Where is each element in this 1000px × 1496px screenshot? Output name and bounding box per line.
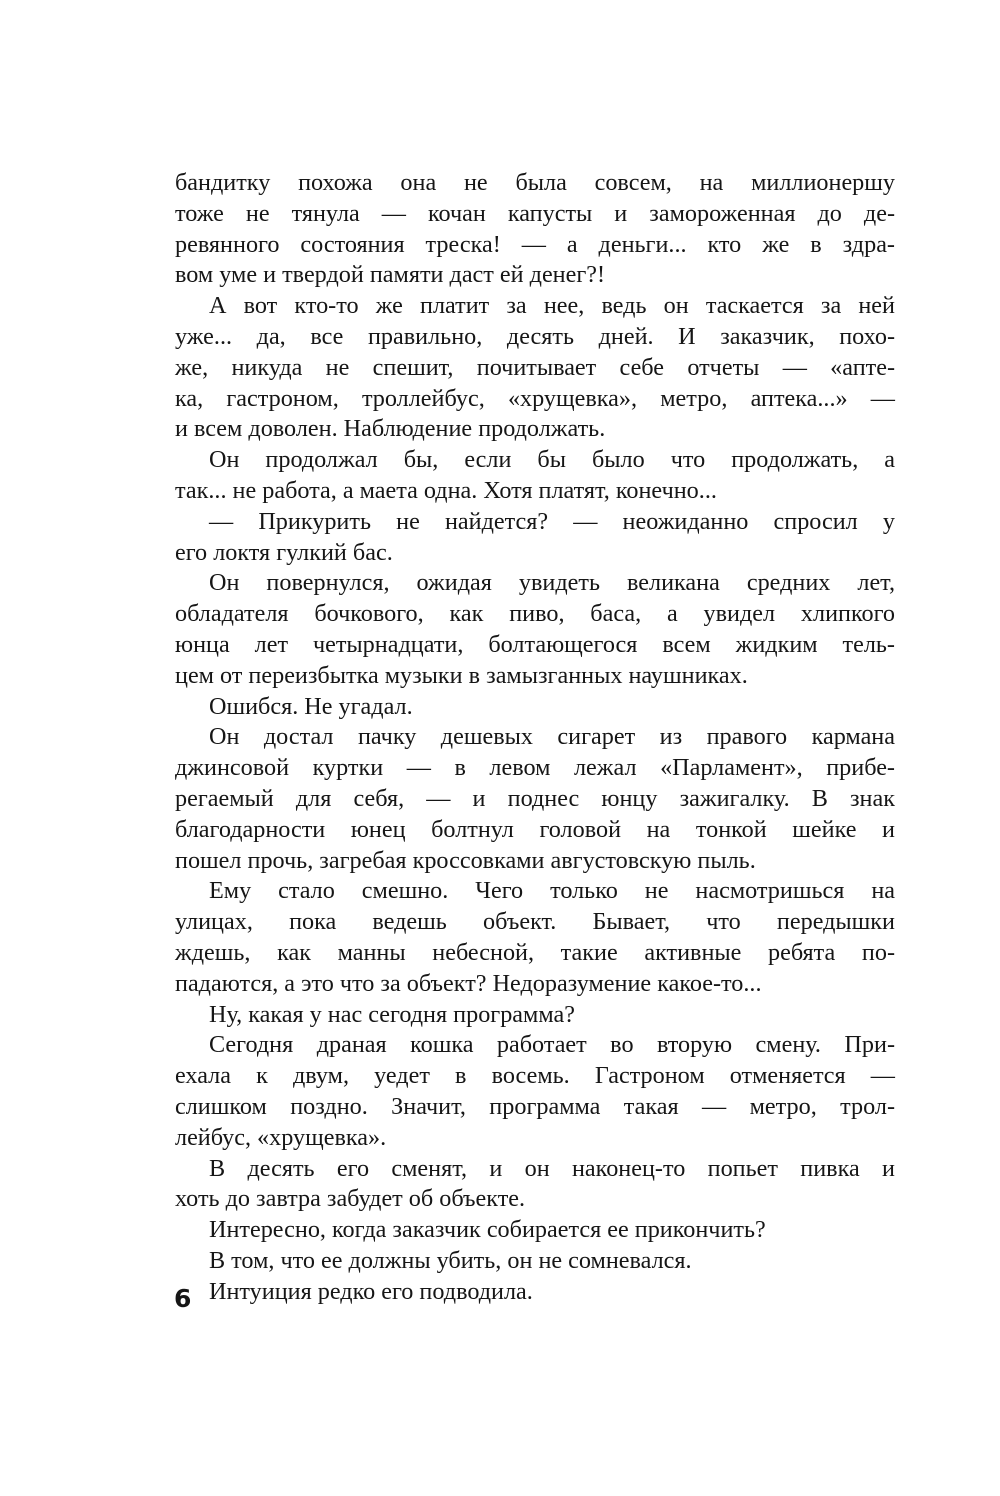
text-line: регаемый для себя, — и поднес юнцу зажигалку. В знак — [175, 784, 895, 812]
text-line: улицах, пока ведешь объект. Бывает, что передышки — [175, 908, 895, 936]
text-line: пошел прочь, загребая кроссовками августовскую пыль. — [175, 846, 756, 874]
text-line: ждешь, как манны небесной, такие активные ребята по- — [175, 938, 895, 966]
text-line: уже... да, все правильно, десять дней. И заказчик, похо- — [175, 322, 895, 350]
text-line: слишком поздно. Значит, программа такая — метро, трол- — [175, 1092, 895, 1120]
text-line: его локтя гулкий бас. — [175, 538, 393, 566]
text-line: ка, гастроном, троллейбус, «хрущевка», метро, аптека...» — — [175, 384, 895, 412]
text-line: Он повернулся, ожидая увидеть великана средних лет, — [209, 569, 895, 597]
text-line: падаются, а это что за объект? Недоразумение какое-то... — [175, 969, 762, 997]
text-line: вом уме и твердой памяти даст ей денег?! — [175, 261, 606, 289]
text-line: Он достал пачку дешевых сигарет из правого кармана — [209, 723, 895, 751]
text-line: хоть до завтра забудет об объекте. — [175, 1185, 526, 1213]
text-line: Ему стало смешно. Чего только не насмотришься на — [209, 877, 895, 905]
text-line: так... не работа, а маета одна. Хотя платят, конечно... — [175, 476, 717, 504]
text-line: ревянного состояния треска! — а деньги... кто же в здра- — [175, 230, 895, 258]
text-line: Интересно, когда заказчик собирается ее прикончить? — [209, 1216, 766, 1244]
text-line: Интуиция редко его подводила. — [209, 1277, 533, 1305]
text-line: Сегодня драная кошка работает во вторую смену. При- — [209, 1031, 895, 1059]
text-line: Он продолжал бы, если бы было что продолжать, а — [209, 446, 895, 474]
text-line: А вот кто-то же платит за нее, ведь он таскается за ней — [209, 292, 895, 320]
text-line: В десять его сменят, и он наконец-то попьет пивка и — [209, 1154, 895, 1182]
text-line: цем от переизбытка музыки в замызганных наушниках. — [175, 661, 748, 689]
body-text — [175, 168, 895, 1307]
text-line: — Прикурить не найдется? — неожиданно спросил у — [209, 507, 895, 535]
text-line: Ну, какая у нас сегодня программа? — [209, 1000, 575, 1028]
text-line: лейбус, «хрущевка». — [175, 1123, 387, 1151]
text-line: и всем доволен. Наблюдение продолжать. — [175, 415, 606, 443]
text-line: тоже не тянула — кочан капусты и замороженная до де- — [175, 199, 895, 227]
text-line: юнца лет четырнадцати, болтающегося всем жидким тель- — [175, 630, 895, 658]
text-line: бандитку похожа она не была совсем, на миллионершу — [175, 169, 895, 196]
text-line: Ошибся. Не угадал. — [209, 692, 413, 720]
text-line: обладателя бочкового, как пиво, баса, а увидел хлипкого — [175, 600, 895, 628]
text-line: джинсовой куртки — в левом лежал «Парламент», прибе- — [175, 754, 895, 782]
text-line: благодарности юнец болтнул головой на тонкой шейке и — [175, 815, 895, 843]
text-line: ехала к двум, уедет в восемь. Гастроном отменяется — — [175, 1062, 895, 1090]
text-line: же, никуда не спешит, почитывает себе отчеты — «апте- — [175, 353, 895, 381]
page-number: 6 — [174, 1284, 192, 1313]
text-line: В том, что ее должны убить, он не сомневался. — [209, 1246, 692, 1274]
